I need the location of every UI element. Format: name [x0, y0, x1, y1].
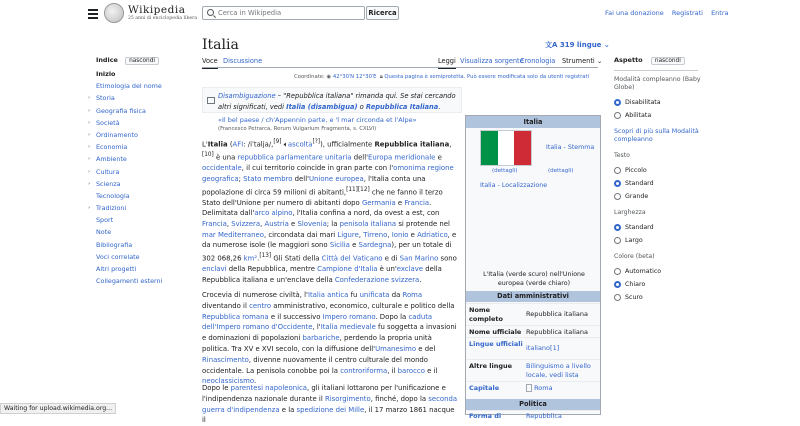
page-title: Italia — [202, 37, 239, 53]
flag-image[interactable] — [480, 130, 532, 166]
hatnote-link-repubblica[interactable]: Repubblica Italiana — [365, 102, 439, 111]
text-size-label: Testo — [614, 152, 630, 159]
toc-item-label: Tecnologia — [96, 191, 130, 200]
row-value-link[interactable]: Repubblica — [526, 412, 562, 420]
map-caption-text: L'Italia (verde scuro) nell'Unione europea (verde chiaro) — [483, 271, 585, 287]
radio-color-scuro[interactable]: Scuro — [614, 291, 704, 304]
appearance-title: Aspetto — [614, 56, 643, 64]
infobox-title: Italia — [466, 116, 600, 128]
chevron-right-icon[interactable]: › — [88, 205, 91, 212]
toc-item[interactable] — [88, 105, 188, 117]
tab-visualizza-sorgente[interactable]: Visualizza sorgente — [460, 57, 524, 65]
infobox-row — [466, 325, 600, 337]
infobox-row — [466, 359, 600, 381]
browser-status-bar: Waiting for upload.wikimedia.org... — [0, 403, 116, 414]
chevron-right-icon[interactable]: › — [88, 95, 91, 102]
search-icon — [207, 9, 214, 16]
chevron-right-icon[interactable]: › — [88, 131, 91, 138]
wordmark[interactable]: Wikipedia — [128, 4, 186, 16]
toc-item-label: Economia — [96, 143, 128, 152]
row-value: Repubblica italiana — [526, 328, 588, 336]
toc-item[interactable] — [96, 226, 188, 238]
toc-item[interactable] — [88, 166, 188, 178]
chevron-right-icon[interactable]: › — [88, 156, 91, 163]
translate-icon: 文A — [545, 41, 558, 49]
coord-label: Coordinate: — [294, 74, 325, 80]
search-box[interactable] — [202, 6, 365, 20]
donate-link[interactable]: Fai una donazione — [605, 9, 664, 17]
toc-item-label: Scienza — [96, 179, 121, 188]
disambiguation-hatnote: Disambiguazione – "Repubblica italiana" rimanda qui. Se stai cercando altri significati, vedi Italia (disambigua) o Repubblica Italiana. — [202, 87, 462, 113]
toc-item-label: Inizio — [96, 70, 116, 78]
radio-abilitata[interactable]: Abilitata — [614, 109, 704, 122]
epigraph-quote — [218, 116, 458, 132]
coord-value[interactable]: 42°30′N 12°30′E — [332, 74, 377, 80]
intro-paragraph-3: Crocevia di numerose civiltà, l'Italia antica fu unificata da Roma diventando il centro amministrativo, economico, culturale e politico della Repubblica romana e il successivo Impero romano. Dopo la caduta dell'Impero romano d'Occidente, l'Italia medievale fu soggetta a invasioni e dominazioni di popolazioni barbariche, perdendo la propria unità politica. Tra XV e XVI secolo, con la diffusione dell'Umanesimo e del Rinascimento, divenne nuovamente il centro culturale del mondo occidentale. La penisola conobbe poi la controriforma, il barocco e il neoclassicismo. — [202, 291, 457, 386]
infobox-row — [466, 303, 600, 325]
infobox-row — [466, 381, 600, 399]
chevron-down-icon: ⌄ — [603, 41, 610, 49]
toc-item[interactable] — [88, 117, 188, 129]
stemma-link[interactable]: Italia - Stemma — [546, 144, 595, 151]
infobox-row — [466, 410, 600, 420]
toc-item-label: Storia — [96, 94, 115, 103]
chevron-right-icon[interactable]: › — [88, 119, 91, 126]
coordinates — [294, 74, 589, 81]
toc-item-label: Collegamenti esterni — [96, 277, 163, 286]
toc-title: Indice — [96, 56, 118, 64]
language-count: 319 lingue — [559, 41, 602, 49]
main-menu-icon[interactable] — [88, 9, 98, 21]
tab-cronologia[interactable]: Cronologia — [520, 57, 556, 65]
row-value: Repubblica italiana — [526, 310, 588, 318]
radio-text-piccolo[interactable]: Piccolo — [614, 164, 704, 177]
chevron-down-icon: ⌄ — [596, 57, 603, 65]
chevron-right-icon[interactable]: › — [88, 168, 91, 175]
row-key: Altre lingue — [469, 362, 513, 370]
appearance-panel — [614, 56, 704, 304]
search-input[interactable] — [218, 9, 358, 17]
toc-item[interactable] — [88, 129, 188, 141]
toc-item-label: Bibliografia — [96, 240, 133, 249]
toc-item[interactable] — [96, 251, 188, 263]
flag-red-band — [514, 131, 531, 165]
file-icon — [526, 384, 532, 392]
toc-item[interactable] — [88, 153, 188, 165]
chevron-right-icon[interactable]: › — [88, 180, 91, 187]
radio-width-largo[interactable]: Largo — [614, 234, 704, 247]
toc-item[interactable] — [88, 178, 188, 190]
toc-item[interactable] — [96, 275, 188, 287]
map-caption — [472, 270, 596, 288]
register-link[interactable]: Registrati — [671, 9, 703, 17]
tab-voce[interactable]: Voce — [202, 57, 218, 69]
toc-item-label: Sport — [96, 216, 114, 225]
toc-item-label: Ordinamento — [96, 130, 138, 139]
toc-item-label: Geografia fisica — [96, 106, 146, 115]
flag-green-band — [481, 131, 498, 165]
chevron-right-icon[interactable]: › — [88, 107, 91, 114]
hatnote-or: o — [357, 102, 366, 111]
table-of-contents — [88, 56, 188, 287]
baby-globe-label: Modalità compleanno (Baby Globe) — [614, 76, 701, 91]
toc-item-label: Tradizioni — [96, 204, 127, 213]
toc-item[interactable] — [96, 239, 188, 251]
toc-item[interactable] — [96, 190, 188, 202]
toc-item[interactable] — [96, 80, 188, 92]
toc-item[interactable] — [96, 214, 188, 226]
localizzazione-link[interactable]: Italia - Localizzazione — [480, 182, 548, 189]
toc-item-label: Cultura — [96, 167, 120, 176]
flag-details-link[interactable]: (dettagli) — [492, 168, 518, 174]
toc-item-label: Società — [96, 118, 120, 127]
semiprotected-notice[interactable]: Questa pagina è semiprotetta. Può essere modificata solo da utenti registrati — [384, 74, 590, 80]
language-button[interactable] — [545, 40, 610, 50]
toc-item[interactable] — [88, 141, 188, 153]
toc-item[interactable] — [88, 202, 188, 214]
stemma-details-link[interactable]: (dettagli) — [548, 168, 574, 174]
row-value-link[interactable]: Roma — [534, 384, 553, 392]
tab-leggi[interactable]: Leggi — [438, 57, 456, 69]
hatnote-text: – "Repubblica italiana" rimanda qui. Se stai cercando altri significati, vedi — [218, 92, 456, 111]
tab-strumenti[interactable] — [562, 57, 602, 65]
intro-paragraph-2: Delimitata dall'arco alpino, l'Italia confina a nord, da ovest a est, con Francia, Svizzera, Austria e Slovenia; la penisola italiana si protende nel mar Mediterraneo, circondata dai mari Ligure, Tirreno, Ionio e Adriatico, e da numerose isole (le maggiori sono Sicilia e Sardegna), per un totale di 302 068,26 km².[13] Gli Stati della Città del Vaticano e di San Marino sono enclavi della Repubblica, mentre Campione d'Italia è un'exclave della Repubblica italiana e un'enclave della Confederazione svizzera. — [202, 209, 457, 285]
toc-item-label: Voci correlate — [96, 252, 140, 261]
toc-hide-button[interactable]: nascondi — [125, 57, 159, 65]
color-label: Colore (beta) — [614, 253, 655, 260]
tab-discussione[interactable]: Discussione — [223, 57, 263, 65]
radio-color-chiaro[interactable]: Chiaro — [614, 278, 704, 291]
row-key-link[interactable]: Lingue ufficiali — [469, 340, 523, 348]
section-dati-amministrativi: Dati amministrativi — [466, 291, 600, 302]
row-key: Nome completo — [469, 306, 503, 323]
toc-item[interactable] — [96, 68, 188, 80]
infobox — [465, 115, 601, 420]
section-politica: Politica — [466, 399, 600, 410]
wikipedia-logo[interactable] — [104, 3, 124, 23]
row-key-link[interactable]: Capitale — [469, 384, 500, 392]
hatnote-link-disambigua[interactable]: Italia (disambigua) — [286, 102, 358, 111]
login-link[interactable]: Entra — [711, 9, 729, 17]
intro-paragraph-4: Dopo le parentesi napoleonica, gli italiani lottarono per l'unificazione e l'indipendenza nazionale durante il Risorgimento, finché, dopo la seconda guerra d'indipendenza e la spedizione dei Mille, il 17 marzo 1861 nacque il — [202, 384, 458, 425]
toc-item-label: Altri progetti — [96, 265, 137, 273]
toc-item[interactable] — [88, 92, 188, 104]
quote-text: «Il bel paese / ch'Appennin parte, e 'l mar circonda et l'Alpe» — [218, 116, 417, 124]
row-key-link[interactable]: Forma di — [469, 412, 502, 420]
toc-item[interactable] — [96, 263, 188, 275]
title-divider — [202, 67, 598, 68]
search-button[interactable]: Ricerca — [366, 6, 399, 20]
divider — [614, 70, 698, 71]
radio-disabilitata[interactable]: Disabilitata — [614, 96, 704, 109]
appearance-hide-button[interactable]: nascondi — [651, 57, 685, 65]
toc-item-label: Etimologia del nome — [96, 82, 162, 91]
row-value-link[interactable]: Bilinguismo a livello locale, vedi lista — [526, 362, 591, 379]
radio-text-grande[interactable]: Grande — [614, 190, 704, 203]
row-key: Nome ufficiale — [469, 328, 522, 336]
tagline: 25 anni di enciclopedia libera — [128, 16, 198, 21]
tab-strumenti-label: Strumenti — [562, 57, 595, 65]
disambiguation-icon — [207, 97, 215, 104]
baby-globe-more-link[interactable]: Scopri di più sulla Modalità compleanno — [614, 128, 699, 143]
width-label: Larghezza — [614, 209, 646, 216]
toc-item-label: Note — [96, 228, 112, 237]
flag-white-band — [498, 131, 515, 165]
toc-item-label: Ambiente — [96, 155, 127, 164]
globe-icon: ◉ — [326, 74, 332, 80]
chevron-right-icon[interactable]: › — [88, 144, 91, 151]
infobox-row — [466, 337, 600, 359]
radio-text-standard[interactable]: Standard — [614, 177, 704, 190]
row-value-link[interactable]: italiano[1] — [526, 344, 560, 352]
radio-width-standard[interactable]: Standard — [614, 221, 704, 234]
radio-color-automatico[interactable]: Automatico — [614, 265, 704, 278]
quote-source: (Francesco Petrarca, Rerum Vulgarium Fragmenta, s. CXLVI) — [218, 126, 377, 132]
hatnote-prefix[interactable]: Disambiguazione — [218, 92, 276, 100]
personal-tools — [605, 9, 735, 17]
lock-icon: 🔒︎ — [379, 74, 383, 80]
toc-list — [88, 68, 188, 287]
intro-paragraph-1: L'Italia (AFI: /iˈtalja/,[9] 🔈︎ascolta[?]), ufficialmente Repubblica italiana,[10] è una repubblica parlamentare unitaria dell'Europa meridionale e occidentale, il cui territorio coincide in gran parte con l'omonima regione geografica; Stato membro dell'Unione europea, l'Italia conta una popolazione di circa 59 milioni di abitanti,[11][12] che ne fanno il terzo Stato dell'Unione per numero di abitanti dopo Germania e Francia. — [202, 139, 454, 207]
